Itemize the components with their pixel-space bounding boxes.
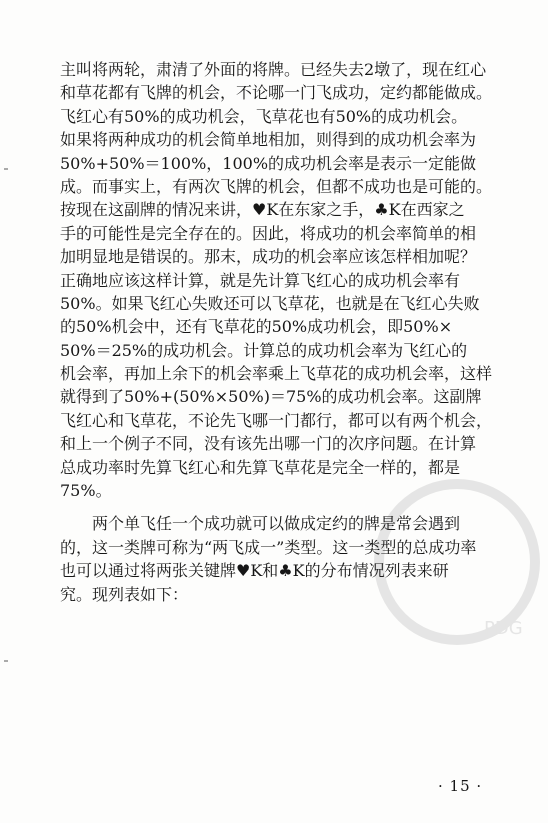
text-line: 按现在这副牌的情况来讲，♥K在东家之手，♣K在西家之 <box>60 200 465 220</box>
text-line: 究。现列表如下： <box>60 584 189 604</box>
text-line: 75%。 <box>60 481 112 501</box>
text-line: 飞红心和飞草花，不论先飞哪一门都行，都可以有两个机会， <box>60 410 493 430</box>
text-line: 50%+50%＝100%，100%的成功机会率是表示一定能做 <box>60 153 477 173</box>
text-line: 和草花都有飞牌的机会，不论哪一门飞成功，定约都能做成。 <box>60 83 493 103</box>
text-line: 主叫将两轮，肃清了外面的将牌。已经失去2墩了，现在红心 <box>60 60 487 79</box>
text-line: 总成功率时先算飞红心和先算飞草花是完全一样的，都是 <box>60 457 461 477</box>
text-line: 50%。如果飞红心失败还可以飞草花，也就是在飞红心失败 <box>60 293 480 313</box>
page-number: · 15 · <box>438 777 483 795</box>
text-line: 机会率，再加上余下的机会率乘上飞草花的成功机会率，这样 <box>60 364 493 384</box>
body-text <box>60 58 495 606</box>
text-line: 加明显地是错误的。那末，成功的机会率应该怎样相加呢？ <box>60 247 477 267</box>
text-line: 就得到了50%+(50%×50%)＝75%的成功机会率。这副牌 <box>60 387 482 407</box>
text-line: 飞红心有50%的成功机会，飞草花也有50%的成功机会。 <box>60 106 468 126</box>
text-line: 手的可能性是完全存在的。因此，将成功的机会率简单的相 <box>60 223 477 243</box>
margin-mark <box>4 168 8 170</box>
text-line: 正确地应该这样计算，就是先计算飞红心的成功机会率有 <box>60 270 461 290</box>
paragraph-gap <box>60 502 495 512</box>
text-line: 两个单飞任一个成功就可以做成定约的牌是常会遇到 <box>92 514 461 534</box>
text-line: 的50%机会中，还有飞草花的50%成功机会，即50%× <box>60 317 453 337</box>
text-line: 成。而事实上，有两次飞牌的机会，但都不成功也是可能的。 <box>60 176 493 196</box>
watermark-label: PDG <box>484 618 523 639</box>
paragraph-1 <box>60 58 495 502</box>
text-line: 和上一个例子不同，没有该先出哪一门的次序问题。在计算 <box>60 434 477 454</box>
margin-mark <box>4 660 8 662</box>
text-line: 也可以通过将两张关键牌♥K和♣K的分布情况列表来研 <box>60 561 449 581</box>
text-line: 的，这一类牌可称为“两飞成一”类型。这一类型的总成功率 <box>60 537 477 557</box>
text-line: 如果将两种成功的机会简单地相加，则得到的成功机会率为 <box>60 130 477 150</box>
text-line: 50%＝25%的成功机会。计算总的成功机会率为飞红心的 <box>60 340 468 360</box>
paragraph-2 <box>60 512 495 606</box>
